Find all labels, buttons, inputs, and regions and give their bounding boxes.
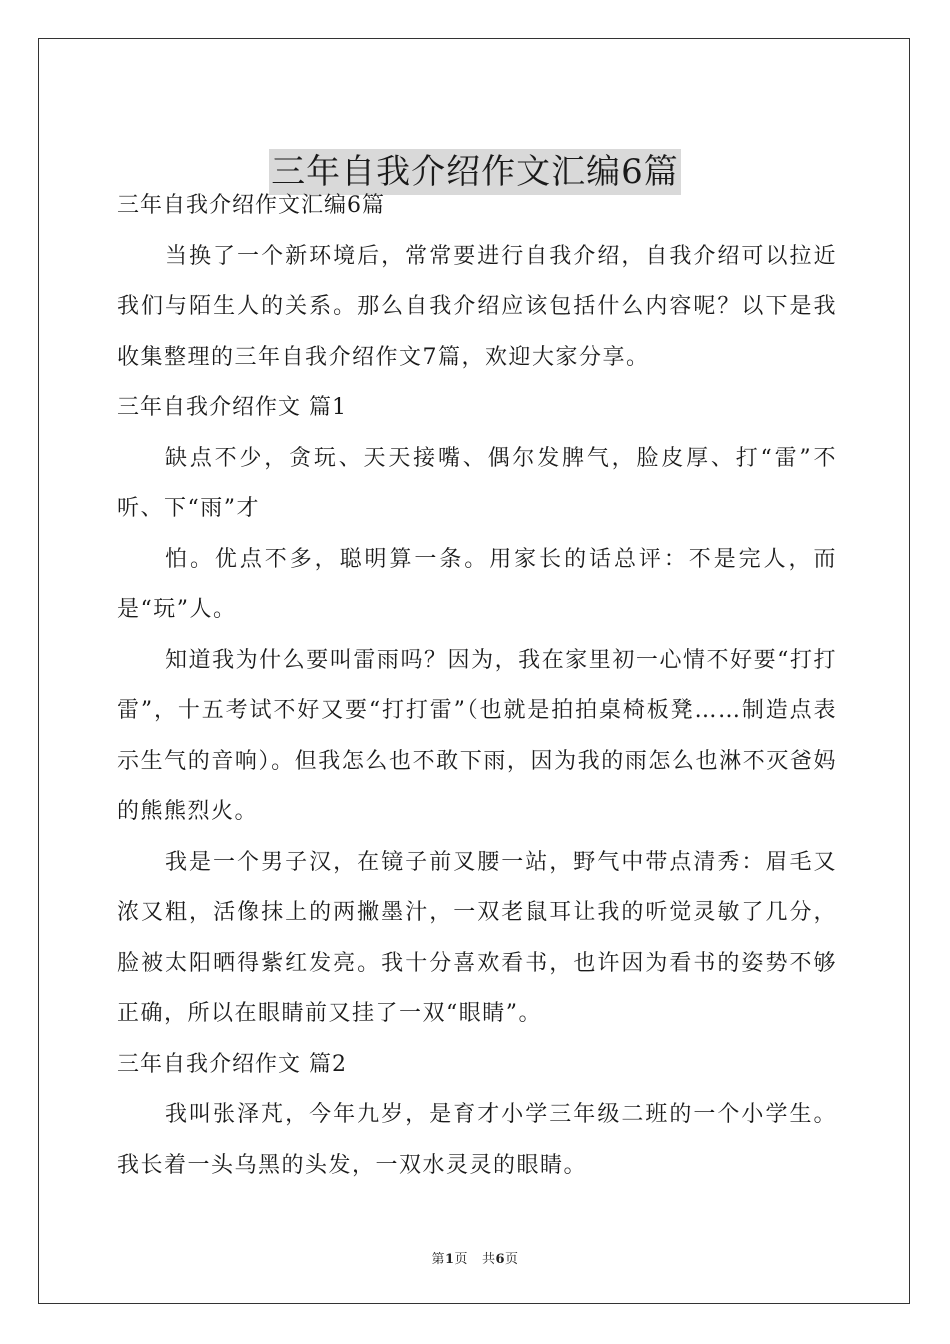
paragraph-heading: 三年自我介绍作文汇编6篇	[117, 193, 385, 218]
paragraph: 我叫张泽芃，今年九岁，是育才小学三年级二班的一个小学生。我长着一头乌黑的头发，一双水灵灵的眼睛。	[117, 1102, 837, 1178]
current-page-number: 1	[444, 1252, 455, 1267]
paragraph: 知道我为什么要叫雷雨吗？因为，我在家里初一心情不好要“打打雷”，十五考试不好又要“打打雷”（也就是拍拍桌椅板凳……制造点表示生气的音响）。但我怎么也不敢下雨，因为我的雨怎么也淋不灭爸妈的熊熊烈火。	[117, 647, 837, 824]
paragraph: 我是一个男子汉，在镜子前叉腰一站，野气中带点清秀：眉毛又浓又粗，活像抹上的两撇墨汁，一双老鼠耳让我的听觉灵敏了几分，脸被太阳晒得紫红发亮。我十分喜欢看书，也许因为看书的姿势不够正确，所以在眼睛前又挂了一双“眼睛”。	[117, 849, 837, 1026]
page-footer	[0, 1248, 950, 1267]
document-body	[117, 181, 837, 1191]
page-prefix: 第	[431, 1252, 445, 1267]
document-title: 三年自我介绍作文汇编6篇	[269, 149, 681, 195]
paragraph: 怕。优点不多，聪明算一条。用家长的话总评：不是完人，而是“玩”人。	[117, 546, 837, 622]
paragraph: 当换了一个新环境后，常常要进行自我介绍，自我介绍可以拉近我们与陌生人的关系。那么自我介绍应该包括什么内容呢？以下是我收集整理的三年自我介绍作文7篇，欢迎大家分享。	[117, 243, 837, 370]
total-suffix: 页	[505, 1252, 519, 1267]
total-prefix: 共	[481, 1252, 496, 1267]
total-page-count: 6	[495, 1252, 506, 1267]
section-heading-1: 三年自我介绍作文 篇1	[117, 395, 347, 420]
page-suffix: 页	[454, 1252, 469, 1267]
paragraph: 缺点不少，贪玩、天天接嘴、偶尔发脾气，脸皮厚、打“雷”不听、下“雨”才	[117, 445, 837, 521]
section-heading-2: 三年自我介绍作文 篇2	[117, 1051, 347, 1077]
